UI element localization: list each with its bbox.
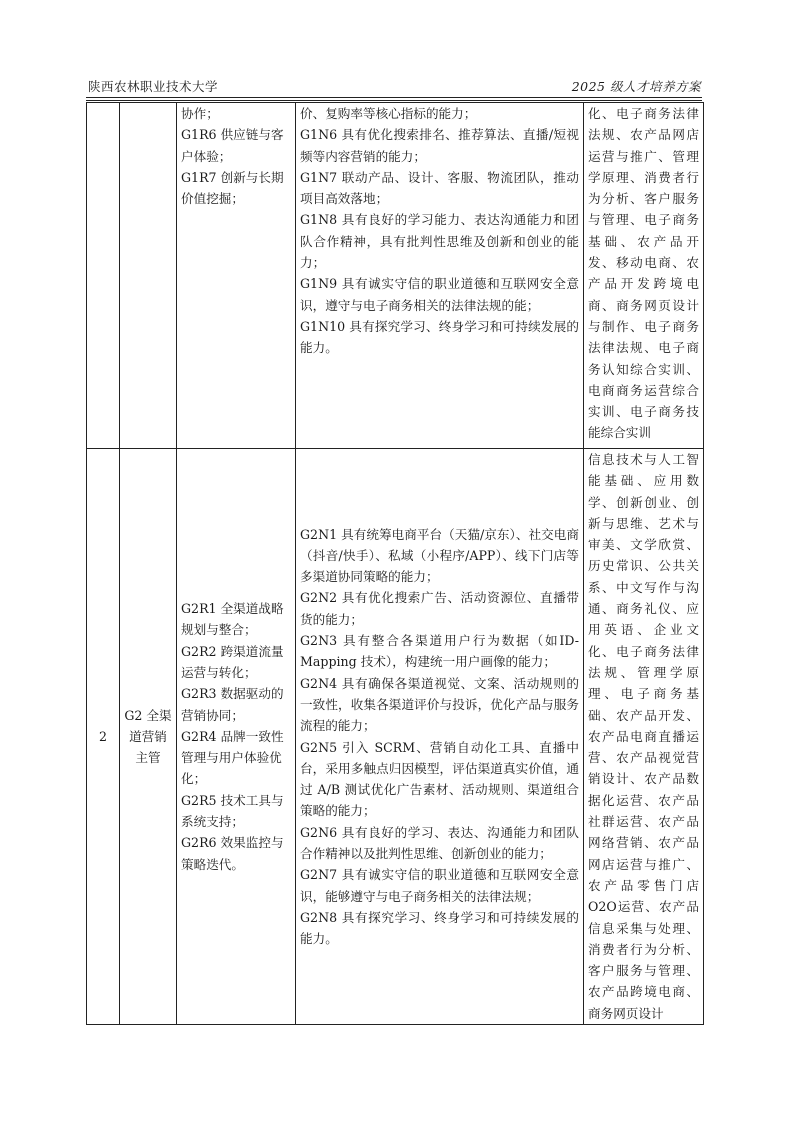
requirement-item: G1N6 具有优化搜索排名、推荐算法、直播/短视频等内容营销的能力；	[300, 127, 579, 164]
ability-item: G2R3 数据驱动的营销协同；	[181, 686, 284, 723]
curriculum-table	[86, 102, 704, 1025]
requirement-item: G2N7 具有诚实守信的职业道德和互联网安全意识，能够遵守与电子商务相关的法律法规；	[300, 867, 579, 904]
header-school-name: 陕西农林职业技术大学	[88, 79, 219, 94]
requirement-item: 价、复购率等核心指标的能力；	[300, 106, 477, 121]
job-title-cell	[120, 449, 177, 1025]
ability-item: 协作；	[181, 106, 219, 121]
ability-item: G1R6 供应链与客户体验；	[181, 127, 284, 164]
requirement-item: G1N9 具有诚实守信的职业道德和互联网安全意识，遵守与电子商务相关的法律法规的能；	[300, 276, 579, 313]
abilities-cell	[177, 103, 296, 449]
requirement-item: G2N8 具有探究学习、终身学习和可持续发展的能力。	[300, 909, 579, 947]
requirement-item: G1N7 联动产品、设计、客服、物流团队，推动项目高效落地；	[300, 169, 579, 207]
courses-cell	[584, 103, 704, 449]
requirement-item: G2N3 具有整合各渠道用户行为数据（如ID-Mapping 技术），构建统一用户画像的能力；	[300, 633, 579, 670]
courses-cell	[584, 449, 704, 1025]
job-title: G2 全渠道营销主管	[124, 707, 172, 766]
requirements-cell	[296, 103, 584, 449]
table-row	[87, 449, 704, 1025]
row-number: 2	[98, 728, 107, 744]
header-rule	[86, 97, 702, 98]
ability-item: G2R1 全渠道战略规划与整合；	[181, 601, 284, 638]
ability-item: G2R6 效果监控与策略迭代。	[181, 835, 284, 872]
requirement-item: G2N1 具有统筹电商平台（天猫/京东）、社交电商（抖音/快手）、私域（小程序/APP）、线下门店等多渠道协同策略的能力；	[300, 526, 579, 585]
requirement-item: G2N4 具有确保各渠道视觉、文案、活动规则的一致性，收集各渠道评价与投诉，优化产品与服务流程的能力；	[300, 675, 579, 734]
row-number-cell	[87, 449, 120, 1025]
requirement-item: G1N10 具有探究学习、终身学习和可持续发展的能力。	[300, 318, 579, 356]
requirement-item: G2N5 引入 SCRM、营销自动化工具、直播中台，采用多触点归因模型，评估渠道真实价值，通过 A/B 测试优化广告素材、活动规则、渠道组合策略的能力；	[300, 739, 579, 819]
requirements-cell	[296, 449, 584, 1025]
courses-text: 化、电子商务法律法规、农产品网店运营与推广、管理学原理、消费者行为分析、客户服务与管理、电子商务基础、农产品开发、移动电商、农产品开发跨境电商、商务网页设计与制作、电子商务法律法规、电子商务认知综合实训、电商商务运营综合实训、电子商务技能综合实训	[588, 106, 699, 441]
courses-text: 信息技术与人工智能基础、应用数学、创新创业、创新与思维、艺术与审美、文学欣赏、历史常识、公共关系、中文写作与沟通、商务礼仪、应用英语、企业文化、电子商务法律法规、管理学原理、电子商务基础、农产品开发、农产品电商直播运营、农产品视觉营销设计、农产品数据化运营、农产品社群运营、农产品网络营销、农产品网店运营与推广、农产品零售门店O2O运营、农产品信息采集与处理、消费者行为分析、客户服务与管理、农产品跨境电商、商务网页设计	[588, 452, 699, 1021]
table-row	[87, 103, 704, 449]
ability-item: G2R4 品牌一致性管理与用户体验优化；	[181, 728, 284, 787]
ability-item: G1R7 创新与长期价值挖掘；	[181, 169, 284, 207]
ability-item: G2R5 技术工具与系统支持；	[181, 792, 284, 830]
header-plan-title: 2025 级人才培养方案	[571, 79, 701, 94]
job-title-cell	[120, 103, 177, 449]
abilities-cell	[177, 449, 296, 1025]
requirement-item: G2N2 具有优化搜索广告、活动资源位、直播带货的能力；	[300, 590, 579, 627]
ability-item: G2R2 跨渠道流量运营与转化；	[181, 643, 284, 680]
header-rule-thin	[86, 100, 702, 101]
row-number-cell	[87, 103, 120, 449]
requirement-item: G2N6 具有良好的学习、表达、沟通能力和团队合作精神以及批判性思维、创新创业的能力；	[300, 824, 579, 861]
requirement-item: G1N8 具有良好的学习能力、表达沟通能力和团队合作精神，具有批判性思维及创新和创业的能力；	[300, 212, 579, 271]
